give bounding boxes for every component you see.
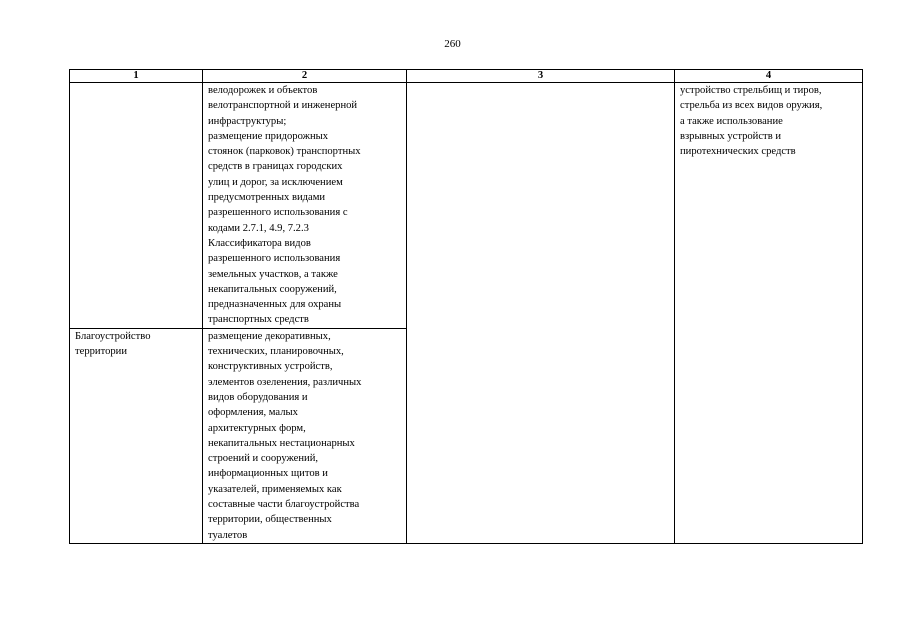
cell-text-line: конструктивных устройств, <box>208 361 333 373</box>
cell-text-line: взрывных устройств и <box>680 130 782 142</box>
header-col-1: 1 <box>70 70 203 83</box>
header-col-4: 4 <box>675 70 863 83</box>
row1-col4-cell <box>675 83 863 544</box>
document-table <box>69 69 863 544</box>
cell-text-line: стоянок (парковок) транспортных <box>208 146 361 158</box>
cell-text-line: строений и сооружений, <box>208 453 319 465</box>
cell-text-line: архитектурных форм, <box>208 422 306 434</box>
cell-text-line: элементов озеленения, различных <box>208 376 362 388</box>
cell-text-line: земельных участков, а также <box>208 268 338 280</box>
cell-text-line: технических, планировочных, <box>208 346 344 358</box>
row2-col2-cell <box>203 328 407 543</box>
cell-text-line: велодорожек и объектов <box>208 85 318 96</box>
cell-text-line: Благоустройство <box>75 330 151 342</box>
table-row <box>70 83 863 329</box>
cell-text-line: некапитальных нестационарных <box>208 437 355 449</box>
cell-text-line: территории, общественных <box>208 514 332 526</box>
cell-text-line: велотранспортной и инженерной <box>208 100 358 112</box>
row1-col1-cell <box>70 83 203 329</box>
cell-text-line: кодами 2.7.1, 4.9, 7.2.3 <box>208 222 309 234</box>
cell-text-line: туалетов <box>208 529 248 541</box>
cell-text-line: некапитальных сооружений, <box>208 283 337 295</box>
cell-text-line: транспортных средств <box>208 314 309 326</box>
cell-text-line: разрешенного использования <box>208 253 341 265</box>
cell-text-line: разрешенного использования с <box>208 207 348 219</box>
header-col-2: 2 <box>203 70 407 83</box>
page-number: 260 <box>444 38 461 50</box>
row1-col2-cell <box>203 83 407 329</box>
cell-text-line: а также использование <box>680 115 783 127</box>
cell-text-line: предназначенных для охраны <box>208 299 342 311</box>
cell-text-line: пиротехнических средств <box>680 146 796 158</box>
cell-text-line: информационных щитов и <box>208 468 328 480</box>
table-header-row <box>70 70 863 83</box>
cell-text-line: размещение декоративных, <box>208 330 331 342</box>
cell-text-line: инфраструктуры; <box>208 115 287 127</box>
cell-text-line: указателей, применяемых как <box>208 483 342 495</box>
cell-text-line: составные части благоустройства <box>208 499 360 511</box>
cell-text-line: предусмотренных видами <box>208 192 326 204</box>
cell-text-line: территории <box>75 346 128 358</box>
cell-text-line: видов оборудования и <box>208 391 308 403</box>
cell-text-line: размещение придорожных <box>208 130 329 142</box>
cell-text-line: стрельба из всех видов оружия, <box>680 100 823 112</box>
cell-text-line: средств в границах городских <box>208 161 343 173</box>
row1-col3-cell <box>407 83 675 544</box>
header-col-3: 3 <box>407 70 675 83</box>
cell-text-line: устройство стрельбищ и тиров, <box>680 85 822 96</box>
cell-text-line: оформления, малых <box>208 407 298 419</box>
cell-text-line: улиц и дорог, за исключением <box>208 176 343 188</box>
cell-text-line: Классификатора видов <box>208 237 311 249</box>
row2-col1-cell <box>70 328 203 543</box>
